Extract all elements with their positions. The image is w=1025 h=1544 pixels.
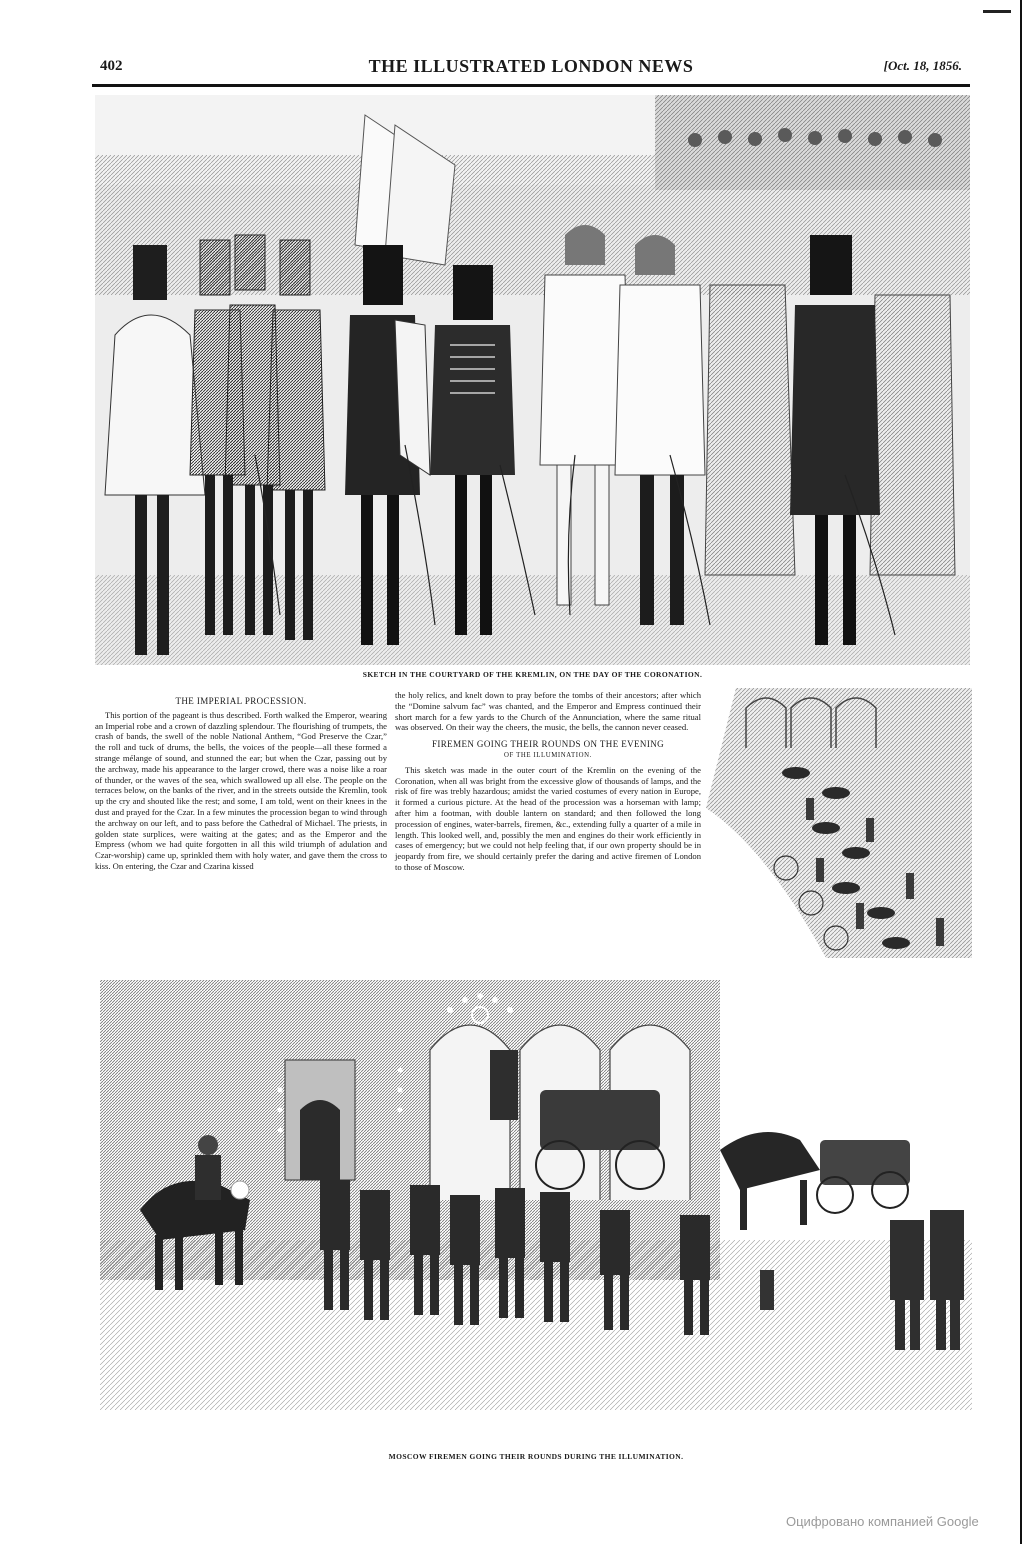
issue-date: [Oct. 18, 1856. [883,58,962,73]
article-firemen [395,690,701,873]
firemen-heading: FIREMEN GOING THEIR ROUNDS ON THE EVENING [431,739,665,750]
firemen-subheading: OF THE ILLUMINATION. [504,751,592,759]
top-illustration-caption: SKETCH IN THE COURTYARD OF THE KREMLIN, ON THE DAY OF THE CORONATION. [362,670,703,679]
digitization-watermark: Оцифровано компанией Google [786,1514,979,1529]
article-procession [95,696,387,872]
procession-heading: THE IMPERIAL PROCESSION. [175,696,307,706]
kremlin-courtyard-engraving [95,95,970,665]
page-number: 402 [100,58,123,74]
paper-title: THE ILLUSTRATED LONDON NEWS [368,56,694,76]
masthead-rule [92,84,970,87]
firemen-body: This sketch was made in the outer court of the Kremlin on the evening of the Coronation, when all was bright from the excessive glow of thousands of lamps, and the risk of fire was trebly hazardous; amidst the varied costumes of every nation in Europe, it formed a curious picture. At the head of the procession was a horseman with lamp; after him a footman, with double lantern on standard; and then followed the long procession of engines, water-barrels, firemen, &c., extending fully a quarter of a mile in length. This looked well, and, possibly the men and engines do their work efficiently in cases of emergency; but we could not help feeling that, if our own property should be in jeopardy from fire, we should certainly prefer the daring and active firemen of London to those of Moscow. [395,764,701,872]
procession-continuation: the holy relics, and knelt down to pray before the tombs of their ancestors; after which the “Domine salvum fac” was chanted, and the Emperor and Empress continued their short march for a few yards to the Church of the Annunciation, where the same ritual was observed. On their way the cheers, the music, the bells, the cannon never ceased. [395,690,701,733]
firemen-procession-engraving [706,688,972,958]
masthead [92,56,970,80]
page-edge-rule [1020,0,1022,1544]
corner-mark [983,10,1011,13]
procession-body: This portion of the pageant is thus described. Forth walked the Emperor, wearing an Imperial robe and a crown of dazzling splendour. The flourishing of trumpets, the crash of bands, the swell of the noble National Anthem, “God Preserve the Czar,” the roll and tuck of drums, the bells, the voices of the people—all these formed a strange mélange of sound, and stunned the ear; but when the Czar, passing out by the archway, made his appearance to the larger crowd, there was a noise like a roar of thunder, or the waves of the sea, which swallowed up all else. The people on the terraces below, on the banks of the river, and in the streets outside the Kremlin, took up the cry and shouted like the rest; and some, I am told, went on their knees in the dust and prayed for the Czar. In a few minutes the procession began to wind through the archway on our left, and to pass before the Cathedral of Michael. The priests, in golden state surplices, were waiting at the gates; and as the Emperor and the Empress (whom we had quite forgotten in all this wild triumph of adulation and Czar-worship) came up, sprinkled them with holy water, and gave them the cross to kiss. On entering, the Czar and Czarina kissed [95,709,387,871]
bottom-illustration-caption: MOSCOW FIREMEN GOING THEIR ROUNDS DURING THE ILLUMINATION. [388,1452,684,1461]
firemen-illumination-engraving [100,940,972,1410]
